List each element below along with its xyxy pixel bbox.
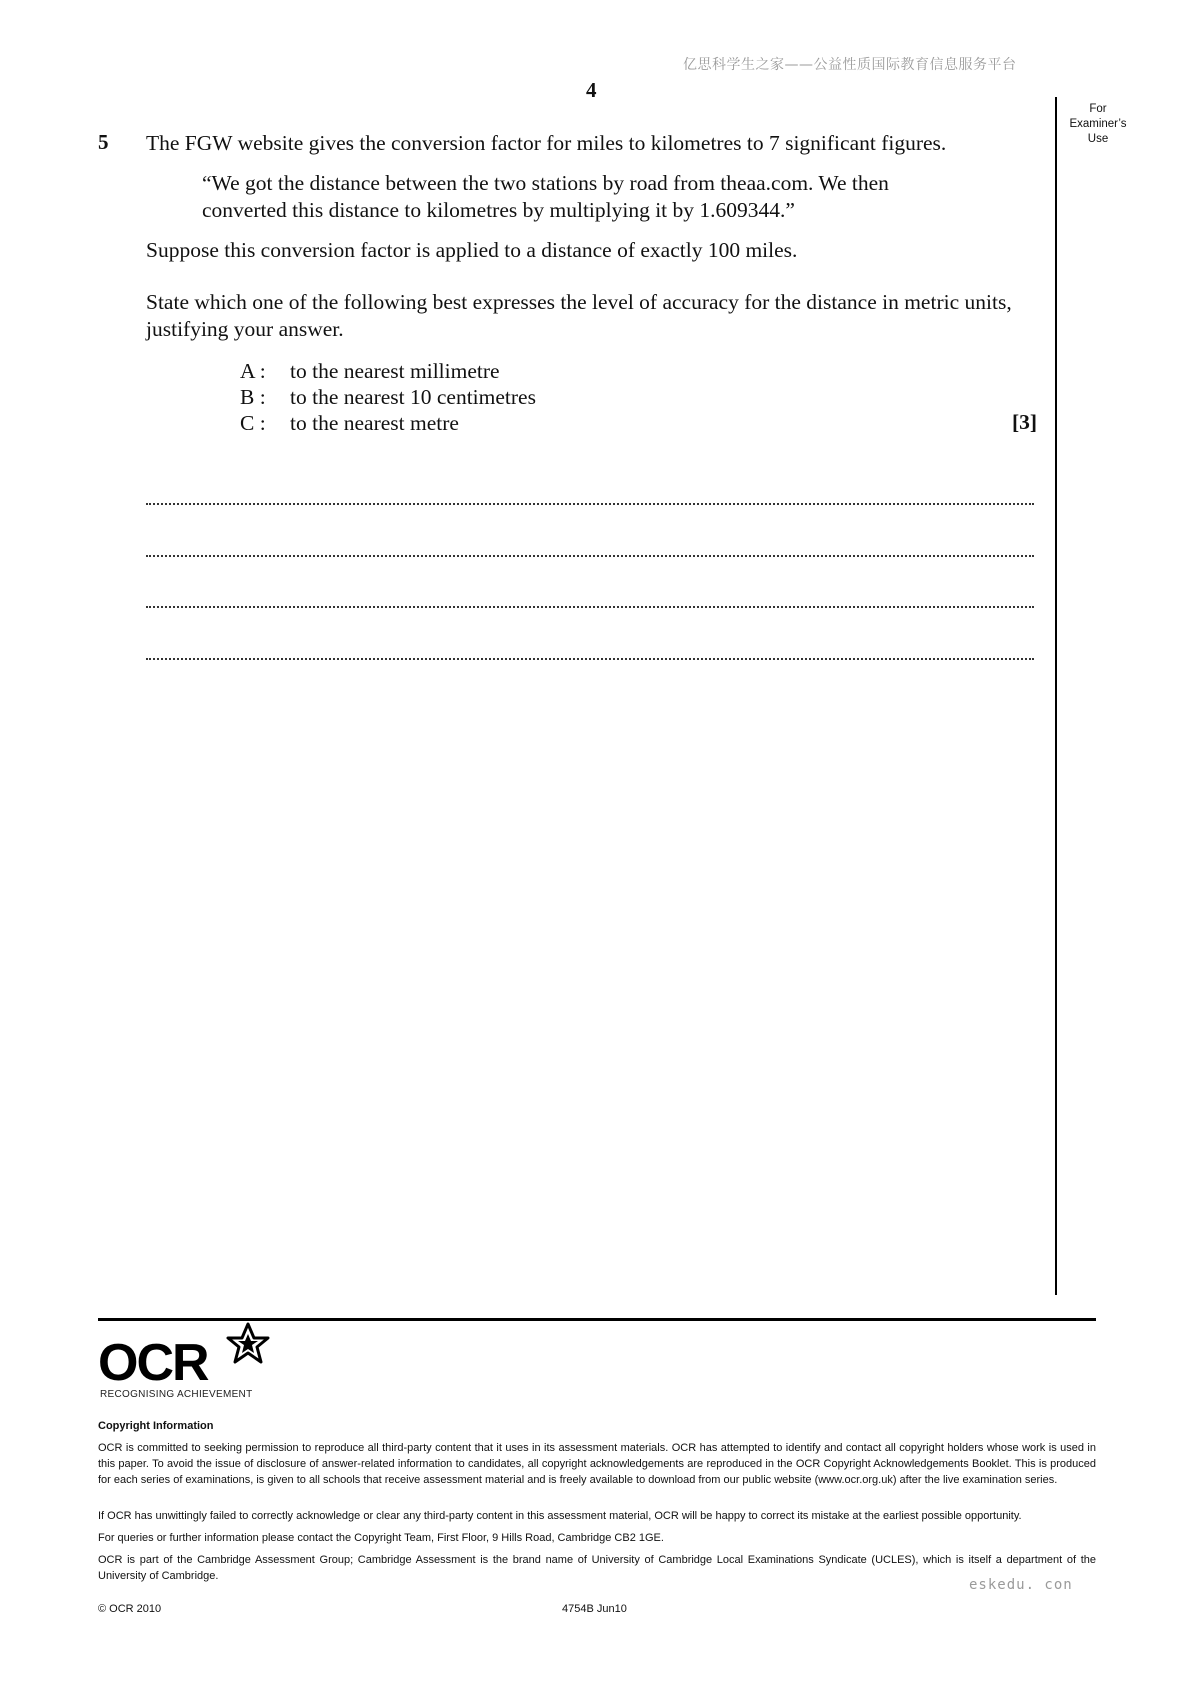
watermark-bottom: eskedu. con (969, 1577, 1073, 1593)
watermark-top: 亿思科学生之家——公益性质国际教育信息服务平台 (683, 57, 1017, 73)
answer-line[interactable] (146, 503, 1034, 505)
marks-allocation: [3] (1012, 410, 1038, 434)
copyright-paragraph: If OCR has unwittingly failed to correctly acknowledge or clear any third-party content in this assessment material, OCR will be happy to correct its mistake at the earliest possible opportunity. (98, 1510, 1022, 1522)
examiner-label-line: For (1089, 103, 1107, 115)
question-intro: The FGW website gives the conversion factor for miles to kilometres to 7 significant figures. (146, 131, 947, 155)
question-number: 5 (98, 130, 109, 154)
option-text: to the nearest millimetre (290, 359, 500, 383)
copyright-notice: © OCR 2010 (98, 1603, 162, 1615)
option-letter: C : (240, 411, 266, 435)
examiner-label-line: Examiner’s (1069, 118, 1127, 130)
answer-line[interactable] (146, 555, 1034, 557)
question-instruction: State which one of the following best expresses the level of accuracy for the distance in metric units, justifying your answer. (146, 290, 1012, 341)
copyright-paragraph: OCR is committed to seeking permission to reproduce all third-party content that it uses in its assessment materials. OCR has attempted to identify and contact all copyright holders whose work is used in this paper. To avoid the issue of disclosure of answer-related information to candidates, all copyright acknowledgements are reproduced in the OCR Copyright Acknowledgements Booklet. This is produced for each series of examinations, is given to all schools that receive assessment material and is freely available to download from our public website (www.ocr.org.uk) after the live examination series. (98, 1442, 1096, 1486)
copyright-paragraph: For queries or further information please contact the Copyright Team, First Floor, 9 Hills Road, Cambridge CB2 1GE. (98, 1532, 664, 1544)
copyright-paragraph: OCR is part of the Cambridge Assessment Group; Cambridge Assessment is the brand name of University of Cambridge Local Examinations Syndicate (UCLES), which is itself a department of the University of Cambridge. (98, 1554, 1096, 1582)
copyright-heading: Copyright Information (98, 1420, 214, 1432)
option-letter: B : (240, 385, 266, 409)
option-b (240, 384, 536, 410)
answer-line[interactable] (146, 658, 1034, 660)
footer-divider (98, 1318, 1096, 1321)
option-a (240, 358, 500, 384)
quote-line: “We got the distance between the two stations by road from theaa.com. We then (202, 171, 889, 195)
examiner-use-label (1058, 102, 1138, 147)
option-letter: A : (240, 359, 266, 383)
answer-line[interactable] (146, 606, 1034, 608)
option-c (240, 410, 459, 436)
star-icon (228, 1324, 268, 1362)
examiner-label-line: Use (1087, 133, 1109, 145)
paper-code: 4754B Jun10 (562, 1603, 627, 1615)
option-text: to the nearest 10 centimetres (290, 385, 536, 409)
quote-line: converted this distance to kilometres by multiplying it by 1.609344.” (202, 198, 795, 222)
option-text: to the nearest metre (290, 411, 459, 435)
ocr-logo-text: OCR (98, 1334, 208, 1384)
page-number: 4 (586, 78, 597, 102)
examiner-margin-rule (1055, 97, 1057, 1295)
logo-tagline: RECOGNISING ACHIEVEMENT (100, 1389, 253, 1400)
question-supposition: Suppose this conversion factor is applied to a distance of exactly 100 miles. (146, 238, 798, 262)
ocr-logo (98, 1322, 278, 1384)
